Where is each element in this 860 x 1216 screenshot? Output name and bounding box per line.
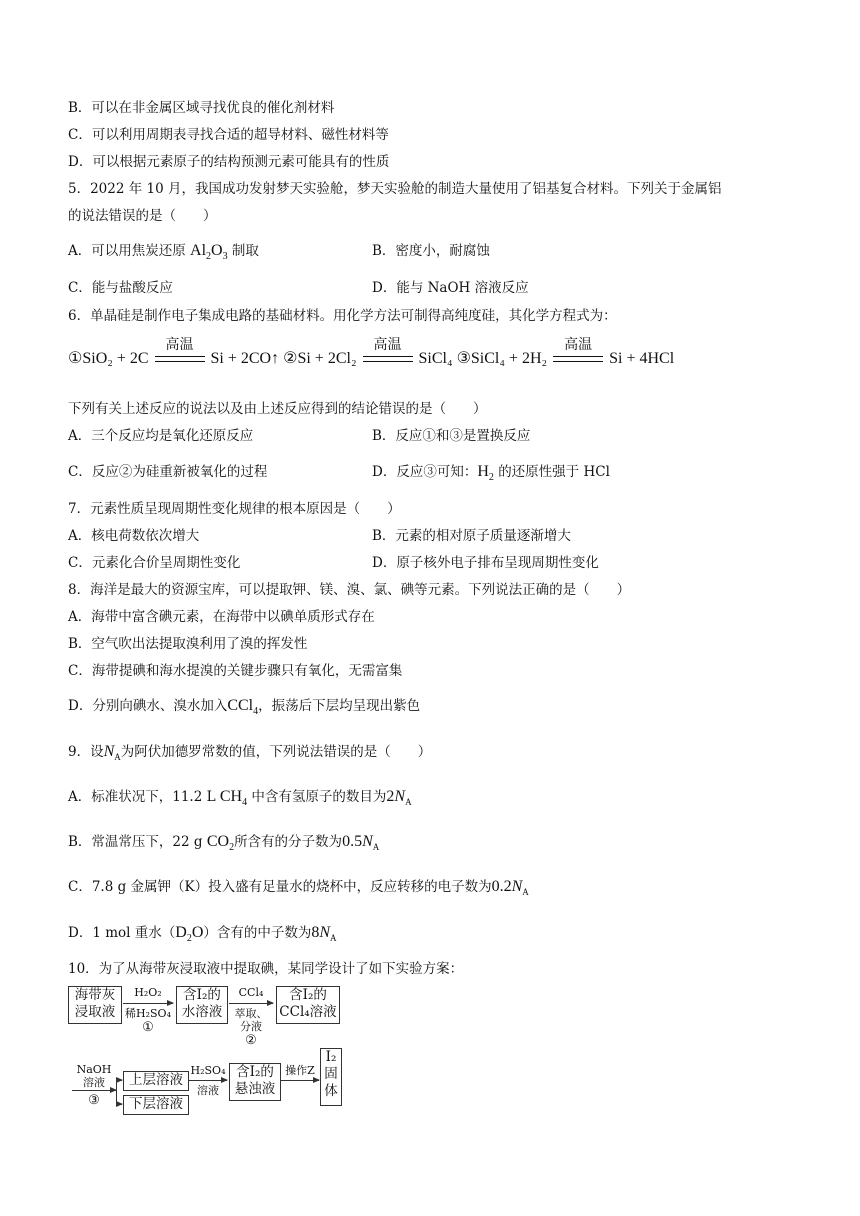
flow-branch-arrow-lower: [116, 1104, 122, 1105]
q6-option-b: B．反应①和③是置换反应: [372, 428, 531, 444]
q6-option-d-pre: D．反应③可知：: [372, 464, 478, 480]
al2o3-formula: $Al_2O_3$: [190, 242, 228, 263]
eq3-right: Si + 4HCl: [609, 350, 675, 367]
h2-formula: $H_2$: [477, 463, 494, 484]
q5-option-a-pre: A．可以用焦炭还原: [68, 243, 191, 259]
na-symbol: $N_A$: [511, 878, 529, 898]
na-symbol: $N_A$: [394, 788, 412, 808]
d2o-formula: $D_2O$: [175, 924, 204, 945]
flow-box-upper-layer: 上层溶液: [123, 1071, 189, 1091]
q9-option-c-pre: C．7.8 g 金属钾（K）投入盛有足量水的烧杯中，反应转移的电子数为: [68, 879, 492, 895]
flow-arrow-2: [229, 1003, 273, 1004]
eq3-left: ③SiCl₄ + 2H₂: [456, 350, 548, 367]
q8-option-a: A．海带中富含碘元素，在海带中以碘单质形式存在: [68, 609, 375, 625]
q9-option-b: [68, 833, 379, 857]
flow-step4-reagent-top: H₂SO₄: [190, 1064, 226, 1077]
flow-branch-arrow-upper: [116, 1080, 122, 1081]
q9-option-a-pre: A．标准状况下，11.2 L: [68, 789, 220, 805]
flow-box-seaweed-ash-extract: 海带灰 浸取液: [68, 986, 122, 1024]
q9-option-a-value: 2: [386, 788, 395, 805]
q9-option-b-pre: B．常温常压下，22 g: [68, 834, 207, 850]
flow-arrow-1: [123, 1003, 173, 1004]
flow-step1-reagent-top: H₂O₂: [134, 986, 162, 999]
q5-option-c: C．能与盐酸反应: [68, 280, 173, 296]
flow-step5-operation: 操作Z: [285, 1064, 315, 1077]
q4-option-b: B．可以在非金属区域寻找优良的催化剂材料: [68, 100, 335, 116]
flow-step1-number: ①: [142, 1020, 154, 1035]
q9-stem-post: 为阿伏加德罗常数的值，下列说法错误的是（ ）: [120, 744, 432, 760]
q7-option-c: C．元素化合价呈周期性变化: [68, 555, 241, 571]
flow-box-i2-aqueous: 含I₂的 水溶液: [176, 986, 228, 1024]
flow-box-i2-ccl4-solution: 含I₂的 CCl₄溶液: [276, 986, 340, 1024]
q9-option-b-mid: 所含有的分子数为: [234, 834, 343, 850]
q9-option-d: [68, 924, 337, 948]
flow-step2-reagent-bottom: 萃取、 分液: [234, 1007, 268, 1033]
flow-step2-number: ②: [245, 1033, 257, 1048]
co2-formula: $CO_2$: [206, 833, 235, 854]
q6-question: 下列有关上述反应的说法以及由上述反应得到的结论错误的是（ ）: [68, 401, 487, 417]
eq2-left: ②Si + 2Cl₂: [283, 350, 357, 367]
q8-option-d-pre: D．分别向碘水、溴水加入: [68, 698, 228, 714]
flow-box-i2-suspension: 含I₂的 悬浊液: [229, 1063, 281, 1101]
q9-stem-pre: 9．设: [68, 744, 104, 760]
eq1-condition: 高温: [155, 350, 205, 368]
q9-option-d-pre: D．1 mol 重水（: [68, 925, 176, 941]
eq2-right: SiCl₄: [418, 350, 453, 367]
flow-step3-number: ③: [88, 1093, 100, 1108]
ccl4-formula: CCl$_4$: [227, 697, 259, 718]
q8-option-c: C．海带提碘和海水提溴的关键步骤只有氧化，无需富集: [68, 663, 403, 679]
q5-stem-line1: 5．2022 年 10 月，我国成功发射梦天实验舱，梦天实验舱的制造大量使用了铝基复合材料。下列关于金属铝: [68, 181, 722, 197]
q6-option-d: [372, 463, 610, 487]
flow-box-lower-layer: 下层溶液: [123, 1095, 189, 1115]
flow-arrow-4: [189, 1080, 227, 1081]
q9-stem: [68, 743, 431, 766]
q5-option-d: D．能与 NaOH 溶液反应: [372, 280, 529, 296]
flow-step2-reagent-top: CCl₄: [238, 986, 264, 999]
q5-option-a-post: 制取: [227, 243, 259, 259]
eq3-condition: 高温: [553, 350, 603, 368]
flow-arrow-3: [72, 1090, 116, 1091]
q7-option-a: A．核电荷数依次增大: [68, 528, 200, 544]
q8-option-d: [68, 697, 420, 721]
q5-option-b: B．密度小，耐腐蚀: [372, 243, 490, 259]
q8-stem: 8．海洋是最大的资源宝库，可以提取钾、镁、溴、氯、碘等元素。下列说法正确的是（ ）: [68, 582, 631, 598]
na-symbol: $N_A$: [362, 833, 380, 853]
q9-option-c: [68, 878, 529, 901]
q8-option-b: B．空气吹出法提取溴利用了溴的挥发性: [68, 636, 308, 652]
eq1-left: ①SiO₂ + 2C: [68, 350, 149, 367]
eq1-right: Si + 2CO↑: [210, 350, 280, 367]
q9-option-a: [68, 788, 412, 812]
q6-stem: 6．单晶硅是制作电子集成电路的基础材料。用化学方法可制得高纯度硅，其化学方程式为：: [68, 308, 617, 324]
q6-option-d-post: 的还原性强于 HCl: [498, 464, 610, 480]
q4-option-c: C．可以利用周期表寻找合适的超导材料、磁性材料等: [68, 127, 389, 143]
na-symbol: $N_A$: [319, 924, 337, 944]
q4-option-d: D．可以根据元素原子的结构预测元素可能具有的性质: [68, 154, 390, 170]
q7-option-d: D．原子核外电子排布呈现周期性变化: [372, 555, 599, 571]
q7-stem: 7．元素性质呈现周期性变化规律的根本原因是（ ）: [68, 501, 401, 517]
eq2-condition: 高温: [363, 350, 413, 368]
na-symbol: $N_A$: [103, 743, 121, 763]
q5-stem-line2: 的说法错误的是（ ）: [68, 208, 217, 224]
flow-step1-reagent-bottom: 稀H₂SO₄: [125, 1007, 171, 1020]
q6-option-c: C．反应②为硅重新被氧化的过程: [68, 464, 268, 480]
ch4-formula: $CH_4$: [219, 788, 248, 809]
q9-option-a-mid: 中含有氢原子的数目为: [251, 789, 387, 805]
q8-option-d-post: ，振荡后下层均呈现出紫色: [258, 698, 421, 714]
flow-step4-reagent-bottom: 溶液: [197, 1084, 219, 1097]
q9-option-c-value: 0.2: [491, 878, 512, 895]
q7-option-b: B．元素的相对原子质量逐渐增大: [372, 528, 571, 544]
q9-option-d-value: 8: [311, 924, 320, 941]
q9-option-b-value: 0.5: [342, 833, 363, 850]
q5-option-a: [68, 242, 259, 266]
flow-box-i2-solid: I₂ 固 体: [320, 1048, 342, 1106]
q6-equations: [68, 337, 675, 368]
q9-option-d-mid: ）含有的中子数为: [203, 925, 312, 941]
flow-step3-reagent: NaOH 溶液: [76, 1063, 112, 1089]
flow-arrow-5: [281, 1080, 319, 1081]
q6-option-a: A．三个反应均是氧化还原反应: [68, 428, 254, 444]
q10-stem: 10．为了从海带灰浸取液中提取碘，某同学设计了如下实验方案：: [68, 961, 464, 977]
